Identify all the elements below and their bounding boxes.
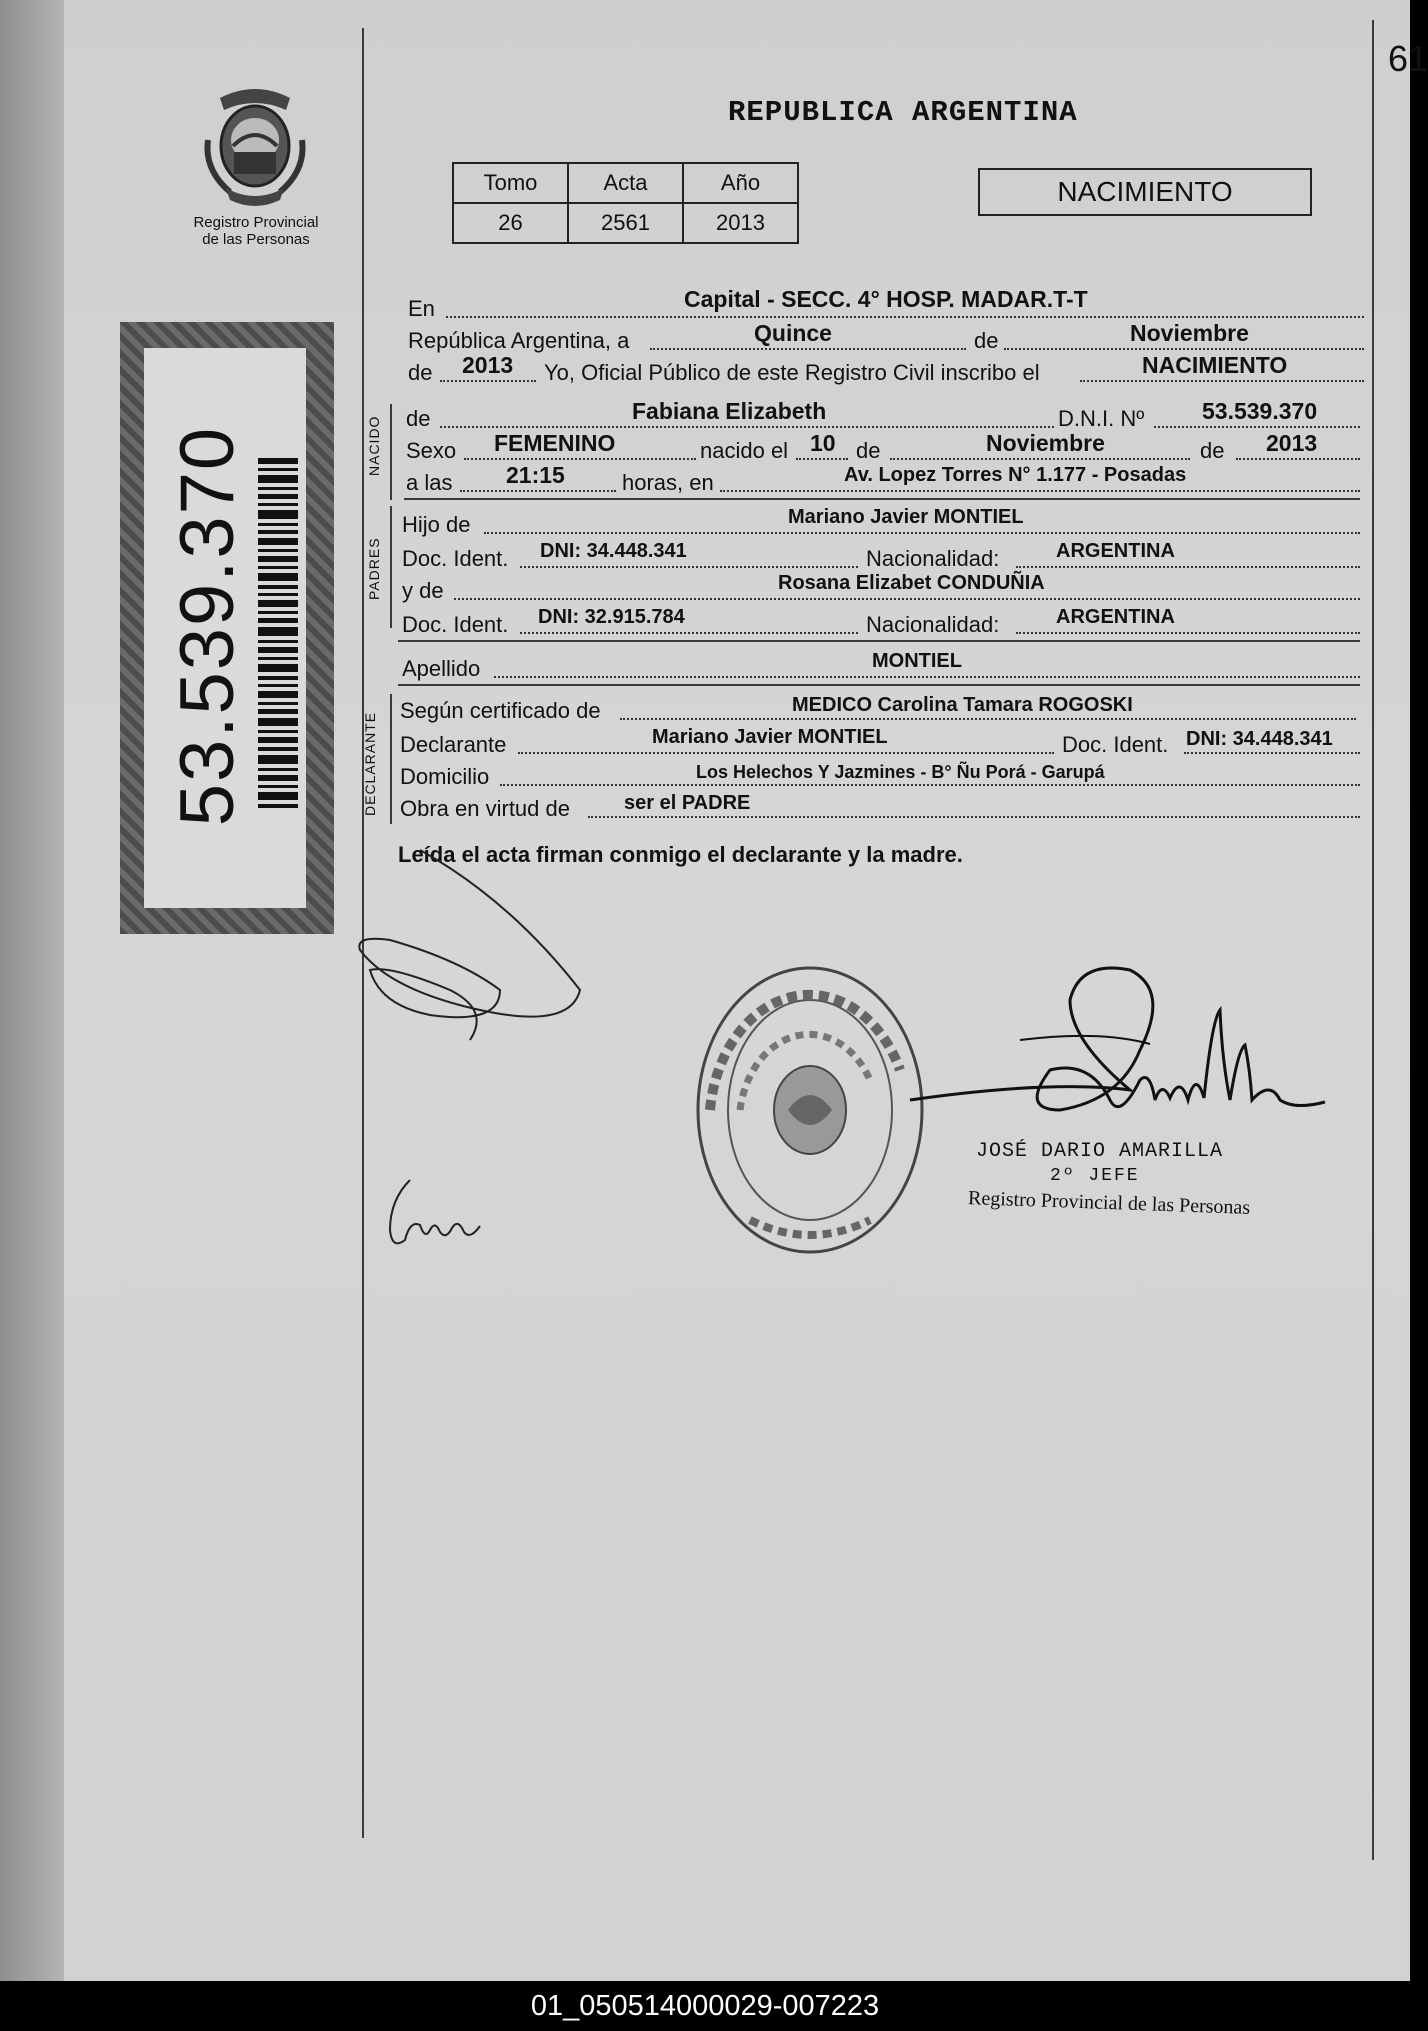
dots-obra <box>588 816 1360 818</box>
official-rank: 2º JEFE <box>1050 1166 1140 1186</box>
margin-line-right <box>1372 20 1374 1860</box>
value-anio: 2013 <box>683 203 798 243</box>
value-declarante-doc: DNI: 34.448.341 <box>1186 728 1333 750</box>
value-nac-mes: Noviembre <box>986 430 1105 456</box>
section-nacido: NACIDO <box>366 415 382 476</box>
value-nac-anio: 2013 <box>1266 430 1318 456</box>
header-tomo: Tomo <box>453 163 568 203</box>
coat-of-arms-icon <box>200 80 310 210</box>
dots-domicilio <box>500 784 1360 786</box>
label-dni: D.N.I. Nº <box>1058 406 1145 431</box>
official-signature <box>900 960 1330 1160</box>
label-doc-ident-1: Doc. Ident. <box>402 546 509 571</box>
section-declarante: DECLARANTE <box>362 711 378 816</box>
label-hijo-de: Hijo de <box>402 512 471 537</box>
label-doc-ident-3: Doc. Ident. <box>1062 732 1169 757</box>
dots-dia <box>650 348 966 350</box>
label-nacionalidad-2: Nacionalidad: <box>866 612 1000 637</box>
value-dia: Quince <box>754 320 832 346</box>
mother-signature <box>380 1170 490 1260</box>
dots-apellido <box>494 676 1360 678</box>
value-acta: 2561 <box>568 203 683 243</box>
value-padre: Mariano Javier MONTIEL <box>788 506 1024 528</box>
value-lugar: Capital - SECC. 4° HOSP. MADAR.T-T <box>684 286 1088 312</box>
value-anio: 2013 <box>462 352 514 378</box>
barcode-label <box>144 348 306 908</box>
official-name: JOSÉ DARIO AMARILLA <box>976 1140 1224 1163</box>
dots-nac-dia <box>796 458 848 460</box>
value-lugar-nac: Av. Lopez Torres N° 1.177 - Posadas <box>844 464 1187 486</box>
separator-nacido <box>404 498 1360 500</box>
value-certificado: MEDICO Carolina Tamara ROGOSKI <box>792 694 1133 716</box>
value-obra: ser el PADRE <box>624 792 751 814</box>
dots-tipo <box>1080 380 1364 382</box>
label-doc-ident-2: Doc. Ident. <box>402 612 509 637</box>
label-de3: de <box>406 406 431 431</box>
label-de1: de <box>974 328 999 353</box>
dots-declarante <box>518 752 1054 754</box>
label-horas-en: horas, en <box>622 470 714 495</box>
value-padre-nac: ARGENTINA <box>1056 540 1175 562</box>
scan-footer-code: 01_050514000029-007223 <box>0 1981 1410 2031</box>
value-sexo: FEMENINO <box>494 430 616 456</box>
value-apellido: MONTIEL <box>872 650 962 672</box>
page-number: 61 <box>1388 38 1428 79</box>
value-nac-dia: 10 <box>810 430 836 456</box>
barcode-sticker <box>120 322 334 934</box>
value-dni: 53.539.370 <box>1202 398 1318 424</box>
value-nombre: Fabiana Elizabeth <box>632 398 827 424</box>
value-madre-nac: ARGENTINA <box>1056 606 1175 628</box>
label-de5: de <box>1200 438 1225 463</box>
header-acta: Acta <box>568 163 683 203</box>
label-en: En <box>408 296 435 321</box>
dots-madre-nac <box>1016 632 1360 634</box>
label-obra: Obra en virtud de <box>400 796 570 821</box>
official-office: Registro Provincial de las Personas <box>967 1187 1251 1219</box>
value-madre: Rosana Elizabet CONDUÑIA <box>778 572 1045 594</box>
section-bracket-padres <box>390 506 392 628</box>
dots-nac-anio <box>1236 458 1360 460</box>
dots-nombre <box>440 426 1054 428</box>
dots-padre <box>484 532 1360 534</box>
label-yo-oficial: Yo, Oficial Público de este Registro Civil inscribo el <box>544 360 1040 385</box>
value-domicilio: Los Helechos Y Jazmines - B° Ñu Porá - Garupá <box>696 762 1105 782</box>
dots-lugar-nac <box>720 490 1360 492</box>
section-bracket-nacido <box>390 404 392 500</box>
dots-anio <box>440 380 536 382</box>
reference-table <box>452 162 799 244</box>
closing-text: Leída el acta firman conmigo el declarante y la madre. <box>398 842 963 867</box>
act-type-box: NACIMIENTO <box>978 168 1312 216</box>
dots-certificado <box>620 718 1356 720</box>
separator-apellido <box>398 684 1360 686</box>
dots-nac-mes <box>890 458 1190 460</box>
dots-hora <box>460 490 616 492</box>
label-apellido: Apellido <box>402 656 481 681</box>
label-declarante: Declarante <box>400 732 507 757</box>
country-title: REPUBLICA ARGENTINA <box>728 96 1078 129</box>
dots-padre-doc <box>520 566 858 568</box>
value-madre-doc: DNI: 32.915.784 <box>538 606 685 628</box>
label-de2: de <box>408 360 433 385</box>
official-seal-icon <box>690 960 930 1260</box>
label-republica: República Argentina, a <box>408 328 630 353</box>
separator-padres <box>398 640 1360 642</box>
label-domicilio: Domicilio <box>400 764 490 789</box>
value-declarante: Mariano Javier MONTIEL <box>652 726 888 748</box>
barcode-icon <box>258 458 298 808</box>
value-mes: Noviembre <box>1130 320 1249 346</box>
dots-padre-nac <box>1016 566 1360 568</box>
barcode-number: 53.539.370 <box>165 425 250 827</box>
dots-sexo <box>464 458 696 460</box>
label-y-de: y de <box>402 578 444 603</box>
dots-madre-doc <box>520 632 858 634</box>
label-de4: de <box>856 438 881 463</box>
registry-label: Registro Provincial de las Personas <box>193 214 319 248</box>
declarant-signature <box>350 840 590 1060</box>
value-hora: 21:15 <box>506 462 565 488</box>
label-nacionalidad-1: Nacionalidad: <box>866 546 1000 571</box>
header-anio: Año <box>683 163 798 203</box>
dots-declarante-doc <box>1184 752 1360 754</box>
label-sexo: Sexo <box>406 438 457 463</box>
value-padre-doc: DNI: 34.448.341 <box>540 540 687 562</box>
value-tomo: 26 <box>453 203 568 243</box>
dots-mes <box>1004 348 1364 350</box>
dots-dni <box>1154 426 1360 428</box>
label-a-las: a las <box>406 470 453 495</box>
label-segun: Según certificado de <box>400 698 601 723</box>
section-padres: PADRES <box>366 537 382 600</box>
section-bracket-declarante <box>390 694 392 824</box>
dots-madre <box>454 598 1360 600</box>
dots-en <box>446 316 1364 318</box>
label-nacido-el: nacido el <box>700 438 789 463</box>
value-tipo: NACIMIENTO <box>1142 352 1288 378</box>
